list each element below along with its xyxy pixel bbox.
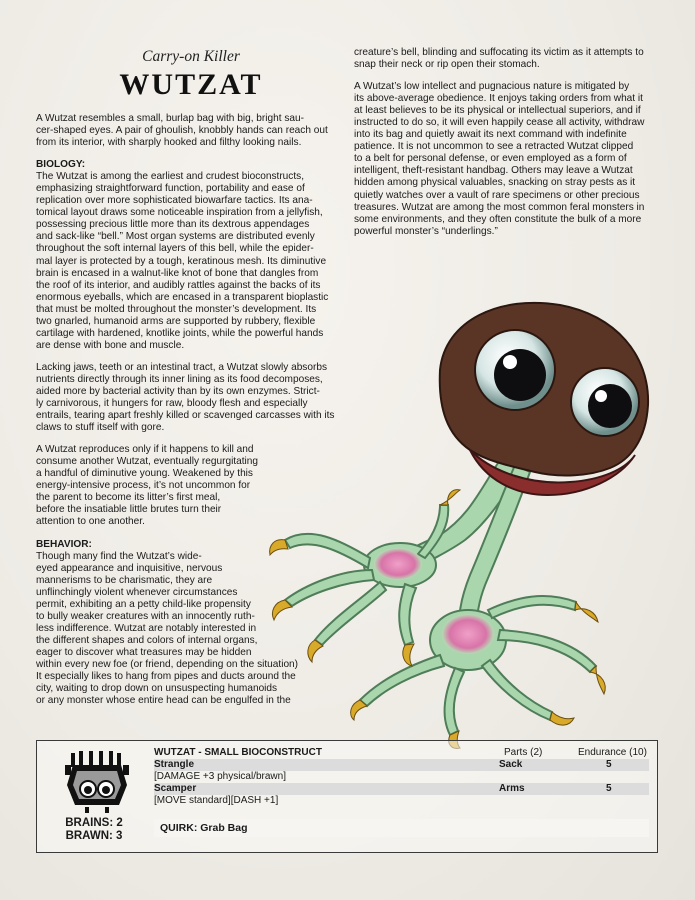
title-block [36, 48, 346, 102]
wutzat-pixel-icon [63, 751, 131, 813]
right-paragraph-2: A Wutzat’s low intellect and pugnacious nature is mitigated by its above-average obedience. It enjoys taking orders from what it at least believes to be its physical or intellectual superiors, and if instructed to do so, it will even happily cease all activity, withdraw into its bag and quietly await its next command with indefinite patience. It is not uncommon to see a retracted Wutzat clipped to a belt for personal defense, or even employed as a form of intelligent, theft-resistant handbag. Others may leave a Wutzat hidden among physical valuables, snacking on stray pests as it quietly watches over a vault of rare specimens or other precious treasures. Wutzat are among the most common feral monsters in some environments, and they often constitute the bulk of a more powerful monster’s “underlings.” [354, 81, 645, 237]
attribute-stats [47, 817, 141, 843]
right-column [354, 47, 656, 238]
ability-part: Sack [499, 759, 523, 770]
wutzat-illustration [230, 300, 670, 750]
page-title: WUTZAT [119, 68, 263, 101]
behavior-paragraph: Though many find the Wutzat’s wide- eyed appearance and inquisitive, nervous mannerisms to be charismatic, they are unflinchingly violent whenever circumstances permit, exhibiting an a petty child-like propensity to bully weaker creatures with an innocently ruth- less indifference. Wutzat are notably interested in the different shapes and colors of internal organs, eager to discover what treasures may be hidden within every new foe (or friend, depending on the situation) It especially likes to hang from pipes and ducts around the city, waiting to drop down on unsuspecting humanoids or any monster whose entire head can be engulfed in the [36, 550, 299, 707]
stat-header-row [154, 747, 649, 759]
creature-bag [440, 303, 648, 495]
stat-table [154, 747, 649, 837]
ability-detail: [DAMAGE +3 physical/brawn] [154, 771, 286, 782]
ability-row [154, 783, 649, 795]
page-subtitle: Carry-on Killer [142, 48, 240, 65]
biology-paragraph-1: The Wutzat is among the earliest and crudest bioconstructs, emphasizing straightforward function, portability and ease of replication over more sophisticated biowarfare tactics. Its ana- tomical layout draws some noticeable inspiration from a jellyfish, possessing precious little more than its dextrous appendages and sack-like “bell.” Most organ systems are distributed evenly throughout the soft internal layers of this bell, while the epider- mal layer is protected by a tough, keratinous mesh. Its diminutive brain is encased in a walnut-like knot of bone that dangles from the roof of its interior, and audibly rattles against the backs of its enormous eyeballs, which are encased in a transparent bioplastic that must be molted throughout the monster’s development. Its two gnarled, humanoid arms are supported by rubbery, flexible cartilage with hardened, knotlike joints, while the powerful hands are dense with bone and muscle. [36, 171, 329, 351]
creature-arms [285, 460, 596, 735]
ability-endurance: 5 [606, 783, 612, 794]
ability-name: Strangle [154, 759, 195, 770]
ability-endurance: 5 [606, 759, 612, 770]
biology-heading: BIOLOGY: [36, 159, 86, 171]
right-paragraph-1: creature’s bell, blinding and suffocating its victim as it attempts to snap their neck or rip open their stomach. [354, 47, 644, 71]
creature-name: WUTZAT - SMALL BIOCONSTRUCT [154, 747, 322, 758]
brains-stat: BRAINS: 2 [65, 817, 123, 829]
stat-block [36, 740, 658, 853]
ability-row [154, 759, 649, 771]
behavior-heading: BEHAVIOR: [36, 538, 92, 550]
brawn-stat: BRAWN: 3 [65, 830, 123, 842]
parts-header: Parts (2) [504, 747, 543, 758]
intro-paragraph: A Wutzat resembles a small, burlap bag with big, bright sau- cer-shaped eyes. A pair of ghoulish, knobbly hands can reach out from its interior, with sharply hooked and filthy looking nails. [36, 113, 328, 149]
endurance-header: Endurance (10) [578, 747, 647, 758]
quirk-row: QUIRK: Grab Bag [154, 819, 649, 837]
ability-detail: [MOVE standard][DASH +1] [154, 795, 279, 806]
ability-name: Scamper [154, 783, 197, 794]
ability-part: Arms [499, 783, 525, 794]
biology-paragraph-3: A Wutzat reproduces only if it happens to kill and consume another Wutzat, eventually regurgitating a handful of diminutive young. Weakened by this energy-intensive process, it’s not uncommon for the parent to become its litter’s first meal, before the insatiable little brutes turn their attention to one another. [36, 444, 259, 528]
biology-paragraph-2: Lacking jaws, teeth or an intestinal tract, a Wutzat slowly absorbs nutrients directly through its inner lining as its food decomposes, aided more by bacterial activity than by its own enzymes. Strict- ly carnivorous, it hungers for raw, bloody flesh and especially entrails, tearing apart freshly killed or scavenged carcasses with its claws to stuff itself with gore. [36, 361, 335, 434]
